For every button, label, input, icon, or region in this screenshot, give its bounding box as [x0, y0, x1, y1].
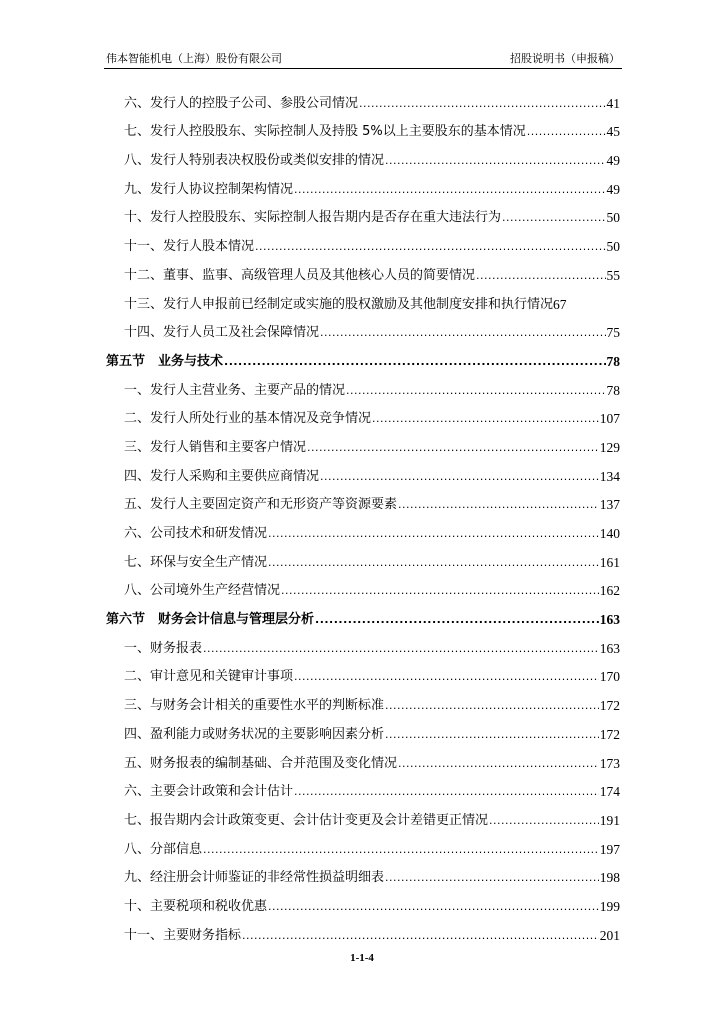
- toc-entry-page: 50: [606, 239, 620, 255]
- toc-entry[interactable]: [106, 543, 620, 572]
- toc-entry-page: 172: [599, 726, 620, 742]
- toc-entry-title: 五、财务报表的编制基础、合并范围及变化情况: [124, 755, 398, 771]
- toc-entry-page: 49: [606, 181, 620, 197]
- toc-entry-title: 二、审计意见和关键审计事项: [124, 669, 294, 685]
- toc-entry-title: 三、与财务会计相关的重要性水平的判断标准: [124, 698, 385, 714]
- toc-entry-page: 172: [599, 698, 620, 714]
- toc-entry[interactable]: [106, 457, 620, 486]
- toc-entry[interactable]: [106, 256, 620, 285]
- toc-entry[interactable]: [106, 572, 620, 601]
- toc-entry-page: 50: [606, 210, 620, 226]
- toc-entry[interactable]: [106, 371, 620, 400]
- toc-entry-title: 第五节 业务与技术: [106, 353, 224, 369]
- toc-entry[interactable]: [106, 916, 620, 945]
- toc-entry-title: 四、盈利能力或财务状况的主要影响因素分析: [124, 726, 385, 742]
- toc-entry-page: 140: [599, 526, 620, 541]
- toc-entry-page: 191: [599, 812, 620, 828]
- toc-entry[interactable]: [106, 859, 620, 888]
- header-company-name: 伟本智能机电（上海）股份有限公司: [106, 52, 282, 65]
- toc-entry-title: 一、发行人主营业务、主要产品的情况: [124, 382, 346, 398]
- toc-entry-title: 五、发行人主要固定资产和无形资产等资源要素: [124, 497, 398, 513]
- toc-entry-title: 第六节 财务会计信息与管理层分析: [106, 612, 315, 628]
- toc-dot-leader: [255, 238, 605, 256]
- toc-dot-leader: [268, 898, 599, 916]
- toc-entry-page: 163: [599, 640, 620, 656]
- toc-dot-leader: [489, 812, 599, 830]
- toc-entry[interactable]: [106, 113, 620, 142]
- toc-entry[interactable]: [106, 170, 620, 199]
- toc-entry-title: 十三、发行人申报前已经制定或实施的股权激励及其他制度安排和执行情况: [124, 296, 554, 312]
- toc-dot-leader: [203, 841, 599, 859]
- toc-entry-page: 41: [606, 95, 620, 111]
- toc-dot-leader: [294, 181, 605, 199]
- toc-entry-title: 六、发行人的控股子公司、参股公司情况: [124, 95, 359, 111]
- toc-entry[interactable]: [106, 887, 620, 916]
- toc-entry-title: 八、公司境外生产经营情况: [124, 583, 281, 599]
- toc-dot-leader: [398, 755, 599, 773]
- toc-dot-leader: [385, 152, 605, 170]
- toc-dot-leader: [372, 410, 599, 428]
- toc-entry-title: 八、发行人特别表决权股份或类似安排的情况: [124, 153, 385, 169]
- toc-entry-title: 十二、董事、监事、高级管理人员及其他核心人员的简要情况: [124, 267, 476, 283]
- toc-dot-leader: [268, 554, 599, 572]
- toc-entry-page: 75: [606, 325, 620, 341]
- toc-dot-leader: [527, 123, 606, 141]
- toc-entry[interactable]: [106, 486, 620, 515]
- toc-entry[interactable]: [106, 314, 620, 343]
- toc-entry[interactable]: [106, 84, 620, 113]
- toc-entry-title: 十四、发行人员工及社会保障情况: [124, 325, 320, 341]
- toc-entry-title: 九、发行人协议控制架构情况: [124, 181, 294, 197]
- toc-dot-leader: [203, 640, 599, 658]
- toc-entry-title: 七、环保与安全生产情况: [124, 554, 268, 570]
- toc-dot-leader: [476, 267, 605, 285]
- toc-entry-title: 十一、发行人股本情况: [124, 239, 255, 255]
- toc-dot-leader: [320, 324, 605, 342]
- toc-entry-page: 198: [599, 870, 620, 886]
- toc-entry[interactable]: [106, 285, 620, 314]
- toc-entry-page: 134: [599, 468, 620, 484]
- toc-dot-leader: [385, 869, 599, 887]
- toc-entry-page: 163: [599, 612, 620, 628]
- toc-section-entry[interactable]: [106, 600, 620, 629]
- toc-entry-page: 78: [606, 353, 620, 369]
- toc-entry[interactable]: [106, 514, 620, 543]
- header-document-title: 招股说明书（申报稿）: [510, 52, 620, 65]
- toc-entry-page: 174: [599, 784, 620, 800]
- toc-entry-title: 一、财务报表: [124, 640, 203, 656]
- toc-entry-page: 129: [599, 439, 620, 455]
- toc-entry-page: 49: [606, 153, 620, 169]
- toc-dot-leader: [242, 927, 599, 945]
- toc-entry[interactable]: [106, 658, 620, 687]
- toc-entry-page: 162: [599, 583, 620, 599]
- toc-dot-leader: [315, 611, 599, 629]
- toc-dot-leader: [359, 95, 605, 113]
- toc-entry-title: 六、公司技术和研发情况: [124, 526, 268, 541]
- toc-entry[interactable]: [106, 141, 620, 170]
- page-number: 1-1-4: [350, 952, 374, 964]
- toc-entry[interactable]: [106, 801, 620, 830]
- toc-entry[interactable]: [106, 428, 620, 457]
- toc-entry-title: 十、发行人控股股东、实际控制人报告期内是否存在重大违法行为: [124, 210, 502, 226]
- toc-dot-leader: [224, 353, 605, 371]
- toc-entry-title: 七、发行人控股股东、实际控制人及持股 5%以上主要股东的基本情况: [124, 124, 526, 140]
- toc-entry-title: 十、主要税项和税收优惠: [124, 898, 268, 914]
- toc-dot-leader: [281, 582, 599, 600]
- toc-entry-page: 55: [606, 267, 620, 283]
- toc-entry-title: 八、分部信息: [124, 841, 203, 857]
- toc-entry[interactable]: [106, 227, 620, 256]
- toc-entry-title: 十一、主要财务指标: [124, 927, 242, 943]
- toc-entry[interactable]: [106, 686, 620, 715]
- toc-dot-leader: [502, 209, 605, 227]
- toc-dot-leader: [268, 525, 599, 543]
- table-of-contents: [106, 84, 620, 945]
- toc-entry-title: 四、发行人采购和主要供应商情况: [124, 468, 320, 484]
- toc-entry[interactable]: [106, 400, 620, 429]
- toc-entry-title: 九、经注册会计师鉴证的非经常性损益明细表: [124, 870, 385, 886]
- toc-entry-page: 137: [599, 497, 620, 513]
- toc-entry-page: 45: [606, 124, 620, 140]
- toc-entry[interactable]: [106, 715, 620, 744]
- toc-dot-leader: [320, 468, 599, 486]
- toc-dot-leader: [346, 382, 605, 400]
- toc-dot-leader: [398, 496, 599, 514]
- toc-section-entry[interactable]: [106, 342, 620, 371]
- toc-entry[interactable]: [106, 199, 620, 228]
- toc-entry-page: 201: [599, 927, 620, 943]
- toc-entry[interactable]: [106, 744, 620, 773]
- toc-dot-leader: [385, 697, 599, 715]
- toc-entry-page: 170: [599, 669, 620, 685]
- toc-entry-page: 197: [599, 841, 620, 857]
- toc-dot-leader: [307, 439, 599, 457]
- toc-entry-page: 67: [553, 296, 567, 312]
- toc-entry[interactable]: [106, 773, 620, 802]
- toc-entry-page: 161: [599, 554, 620, 570]
- toc-entry-page: 107: [599, 411, 620, 427]
- toc-entry[interactable]: [106, 830, 620, 859]
- toc-entry-title: 六、主要会计政策和会计估计: [124, 784, 294, 800]
- toc-entry-title: 七、报告期内会计政策变更、会计估计变更及会计差错更正情况: [124, 812, 489, 828]
- page-header: [104, 50, 622, 69]
- toc-dot-leader: [294, 668, 599, 686]
- toc-dot-leader: [294, 783, 599, 801]
- toc-entry-page: 199: [599, 898, 620, 914]
- toc-entry-page: 173: [599, 755, 620, 771]
- toc-entry-title: 三、发行人销售和主要客户情况: [124, 439, 307, 455]
- toc-dot-leader: [385, 726, 599, 744]
- toc-entry-page: 78: [606, 382, 620, 398]
- toc-entry-title: 二、发行人所处行业的基本情况及竞争情况: [124, 411, 372, 427]
- toc-entry[interactable]: [106, 629, 620, 658]
